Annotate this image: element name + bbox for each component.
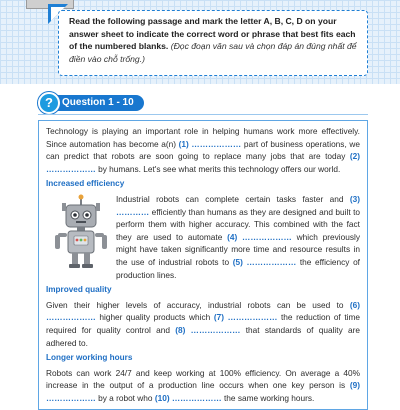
blank-4: (4) ……………… (227, 231, 292, 242)
robot-illustration (46, 193, 116, 273)
blank-5: (5) ……………… (232, 256, 297, 267)
blank-1: (1) ……………… (178, 138, 242, 149)
instruction-text: Read the following passage and mark the letter A, B, C, D on your answer sheet to indicate the correct word or phrase that best fits each of the numbered blanks. (69, 16, 356, 51)
section-title-efficiency: Increased efficiency (46, 179, 125, 189)
blank-8: (8) ……………… (175, 324, 241, 335)
blank-3: (3) ………… (116, 193, 360, 217)
intro-paragraph: Technology is playing an important role in helping humans work more effectively. Since automation has become a(n) (1) ……………… part of business operations, we can predict that robots are soon going to replace many jobs that are today (2) ……………… by humans. Let's see what merits this technology offers our world. (46, 126, 360, 174)
efficiency-paragraph: Industrial robots can complete certain tasks faster and (3) ………… efficiently than humans as they are designed and built to perform them with higher accuracy. This combined with the fact they are used to automate (4) ……………… which previously might have taken significantly more time and resource results in the use of industrial robots to (5) ……………… the efficiency of production lines. (116, 193, 360, 280)
section-title-quality: Improved quality (46, 285, 112, 295)
header-divider (38, 114, 368, 115)
question-header (38, 92, 146, 114)
instruction-box (58, 10, 368, 76)
hours-paragraph: Robots can work 24/7 and keep working at 100% efficiency. On average a 40% increase in the output of a production line occurs when one key person is (9) ……………… by a robot who (10) ……………… the same working hours. (46, 367, 360, 403)
efficiency-section (46, 193, 360, 281)
quality-paragraph: Given their higher levels of accuracy, industrial robots can be used to (6) ……………… higher quality products which (7) ……………… the reduction of time required for quality control and (8) ……………… that standards of quality are adhered to. (46, 299, 361, 348)
blank-10: (10) ……………… (154, 392, 222, 403)
blank-2: (2) ……………… (46, 151, 360, 174)
section-title-hours: Longer working hours (46, 353, 133, 363)
question-range-label: Question 1 - 10 (62, 97, 134, 108)
blank-9: (9) ……………… (46, 380, 360, 403)
passage-box (38, 120, 368, 410)
blank-7: (7) ……………… (213, 312, 278, 323)
question-mark-icon: ? (38, 92, 60, 114)
blank-6: (6) ……………… (46, 299, 360, 323)
instruction-translation: (Đọc đoạn văn sau và chọn đáp án đúng nhất để điền vào chỗ trống.) (69, 41, 357, 64)
